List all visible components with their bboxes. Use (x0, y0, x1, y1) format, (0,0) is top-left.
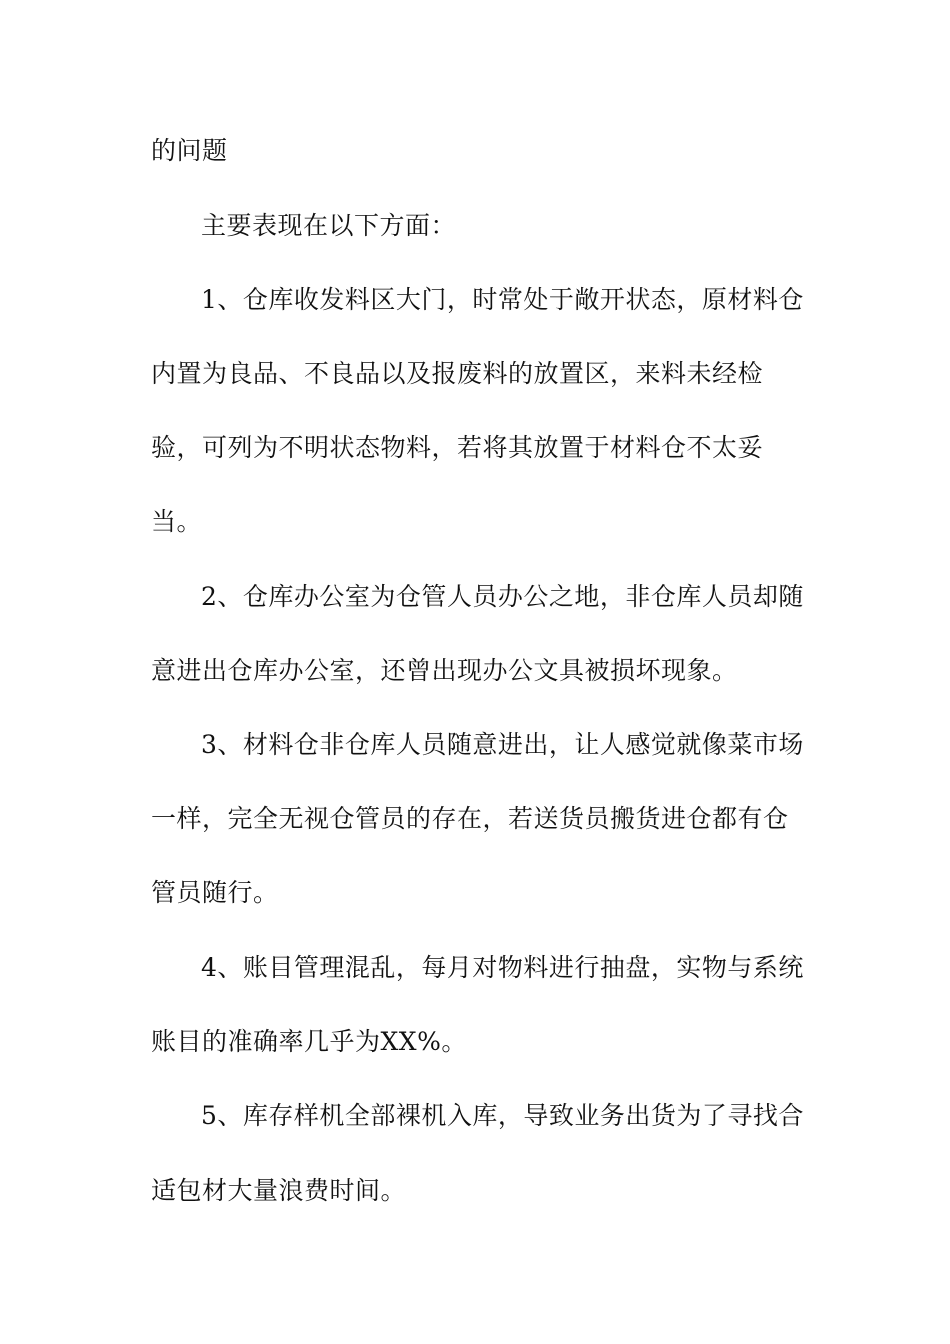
text-line-2: 主要表现在以下方面： (201, 211, 457, 240)
text-line-10: 一样，完全无视仓管员的存在，若送货员搬货进仓都有仓 (151, 804, 789, 833)
text-line-1: 的问题 (151, 136, 228, 165)
text-line-4: 内置为良品、不良品以及报废料的放置区，来料未经检 (151, 359, 764, 388)
text-line-11: 管员随行。 (151, 878, 279, 907)
text-line-9: 3、材料仓非仓库人员随意进出，让人感觉就像菜市场 (201, 730, 804, 759)
text-line-5: 验，可列为不明状态物料，若将其放置于材料仓不太妥 (151, 433, 764, 462)
text-line-3: 1、仓库收发料区大门，时常处于敞开状态，原材料仓 (201, 285, 804, 314)
text-line-15: 适包材大量浪费时间。 (151, 1176, 407, 1205)
text-line-6: 当。 (151, 507, 203, 536)
text-line-13: 账目的准确率几乎为XX%。 (151, 1027, 467, 1056)
text-line-8: 意进出仓库办公室，还曾出现办公文具被损坏现象。 (151, 656, 738, 685)
text-line-7: 2、仓库办公室为仓管人员办公之地，非仓库人员却随 (201, 582, 804, 611)
text-line-14: 5、库存样机全部裸机入库，导致业务出货为了寻找合 (201, 1101, 804, 1130)
text-line-12: 4、账目管理混乱，每月对物料进行抽盘，实物与系统 (201, 953, 804, 982)
